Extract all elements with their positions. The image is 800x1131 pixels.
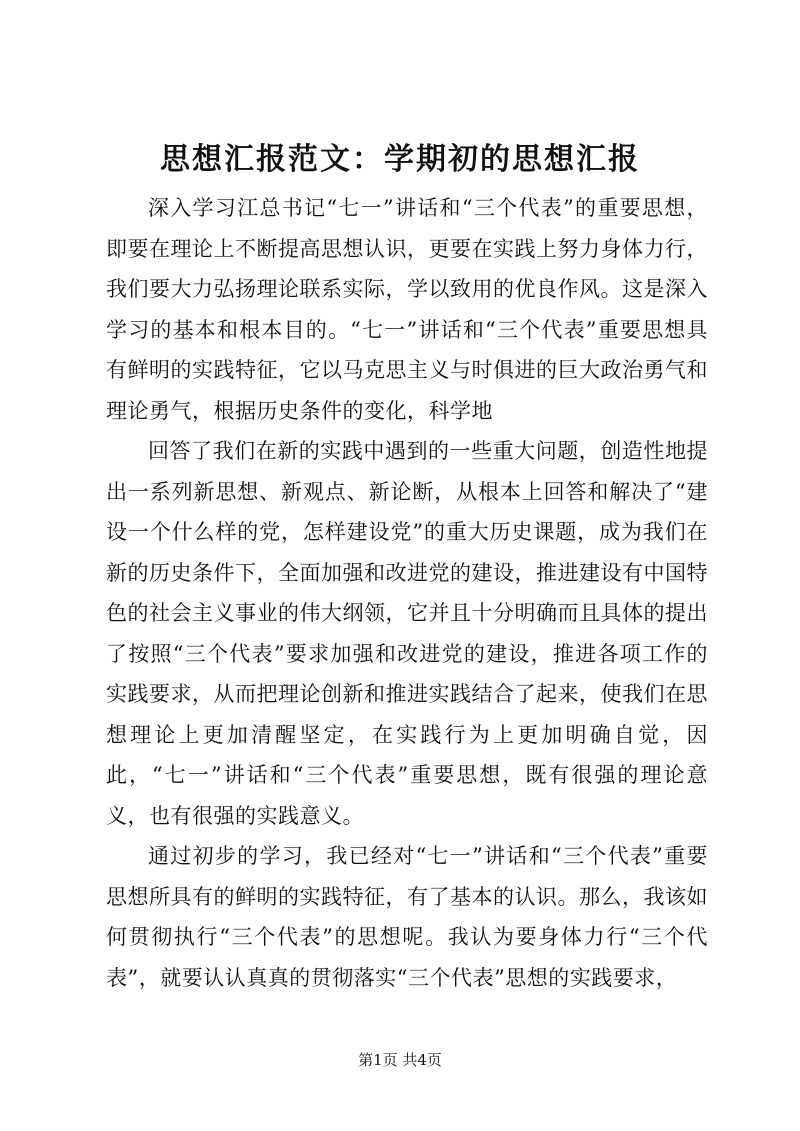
document-title: 思想汇报范文：学期初的思想汇报 xyxy=(160,142,640,177)
document-body xyxy=(106,188,708,998)
paragraph-3: 通过初步的学习，我已经对“七一”讲话和“三个代表”重要思想所具有的鲜明的实践特征，有了基本的认识。那么，我该如何贯彻执行“三个代表”的思想呢。我认为要身体力行“三个代表”，就要认认真真的贯彻落实“三个代表”思想的实践要求， xyxy=(106,844,708,990)
paragraph-1: 深入学习江总书记“七一”讲话和“三个代表”的重要思想，即要在理论上不断提高思想认识，更要在实践上努力身体力行，我们要大力弘扬理论联系实际，学以致用的优良作风。这是深入学习的基本和根本目的。“七一”讲话和“三个代表”重要思想具有鲜明的实践特征，它以马克思主义与时俱进的巨大政治勇气和理论勇气，根据历史条件的变化，科学地 xyxy=(106,196,708,423)
paragraph-2: 回答了我们在新的实践中遇到的一些重大问题，创造性地提出一系列新思想、新观点、新论断，从根本上回答和解决了“建设一个什么样的党，怎样建设党”的重大历史课题，成为我们在新的历史条件下，全面加强和改进党的建设，推进建设有中国特色的社会主义事业的伟大纲领，它并且十分明确而且具体的提出了按照“三个代表”要求加强和改进党的建设，推进各项工作的实践要求，从而把理论创新和推进实践结合了起来，使我们在思想理论上更加清醒坚定，在实践行为上更加明确自觉，因此，“七一”讲话和“三个代表”重要思想，既有很强的理论意义，也有很强的实践意义。 xyxy=(106,439,708,828)
page-footer: 第1页 共4页 xyxy=(358,1051,442,1069)
